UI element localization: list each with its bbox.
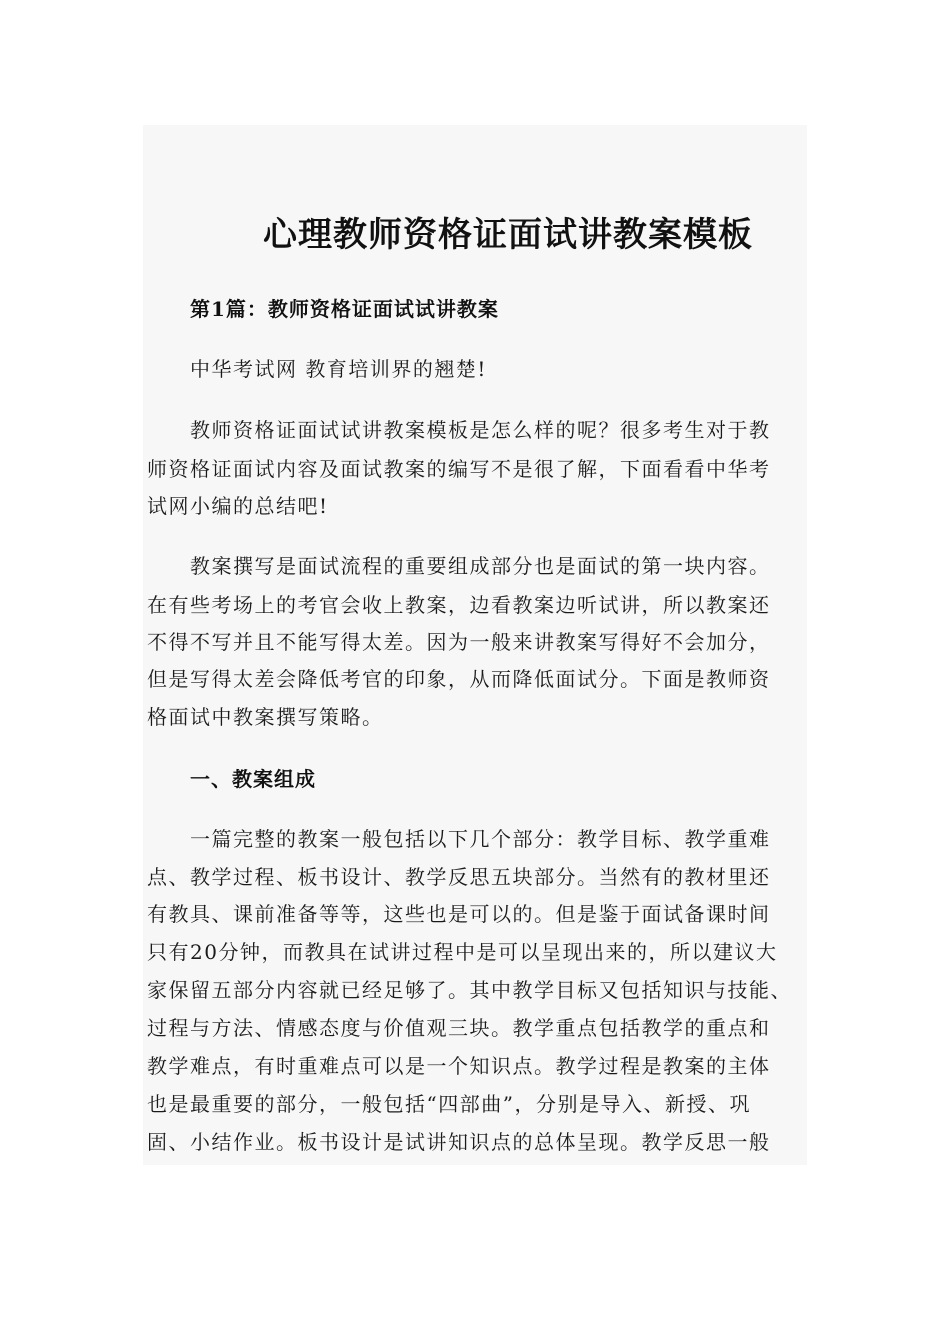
- paragraph-line: 教案撰写是面试流程的重要组成部分也是面试的第一块内容。: [190, 554, 771, 578]
- paragraph-line: 也是最重要的部分，一般包括“四部曲”，分别是导入、新授、巩: [147, 1092, 751, 1116]
- paragraph-line: 过程与方法、情感态度与价值观三块。教学重点包括教学的重点和: [147, 1016, 771, 1040]
- paragraph-line: 试网小编的总结吧!: [147, 494, 329, 518]
- chapter-heading: 第1篇：教师资格证面试试讲教案: [190, 297, 499, 321]
- paragraph-line: 固、小结作业。板书设计是试讲知识点的总体呈现。教学反思一般: [147, 1130, 771, 1154]
- section-heading: 一、教案组成: [190, 767, 316, 791]
- paragraph-line: 只有20分钟，而教具在试讲过程中是可以呈现出来的，所以建议大: [147, 940, 778, 964]
- source-line: 中华考试网 教育培训界的翘楚!: [190, 357, 487, 381]
- paragraph-line: 师资格证面试内容及面试教案的编写不是很了解，下面看看中华考: [147, 457, 771, 481]
- paragraph-line: 不得不写并且不能写得太差。因为一般来讲教案写得好不会加分，: [147, 630, 771, 654]
- paragraph-line: 教师资格证面试试讲教案模板是怎么样的呢？很多考生对于教: [190, 418, 771, 442]
- paragraph-line: 教学难点，有时重难点可以是一个知识点。教学过程是教案的主体: [147, 1054, 771, 1078]
- document-title: 心理教师资格证面试讲教案模板: [263, 215, 753, 255]
- paragraph-line: 一篇完整的教案一般包括以下几个部分：教学目标、教学重难: [190, 827, 771, 851]
- paragraph-line: 有教具、课前准备等等，这些也是可以的。但是鉴于面试备课时间: [147, 902, 771, 926]
- paragraph-line: 点、教学过程、板书设计、教学反思五块部分。当然有的教材里还: [147, 865, 771, 889]
- paragraph-line: 家保留五部分内容就已经足够了。其中教学目标又包括知识与技能、: [147, 978, 792, 1002]
- paragraph-line: 在有些考场上的考官会收上教案，边看教案边听试讲，所以教案还: [147, 593, 771, 617]
- paragraph-line: 格面试中教案撰写策略。: [147, 705, 384, 729]
- paragraph-line: 但是写得太差会降低考官的印象，从而降低面试分。下面是教师资: [147, 667, 771, 691]
